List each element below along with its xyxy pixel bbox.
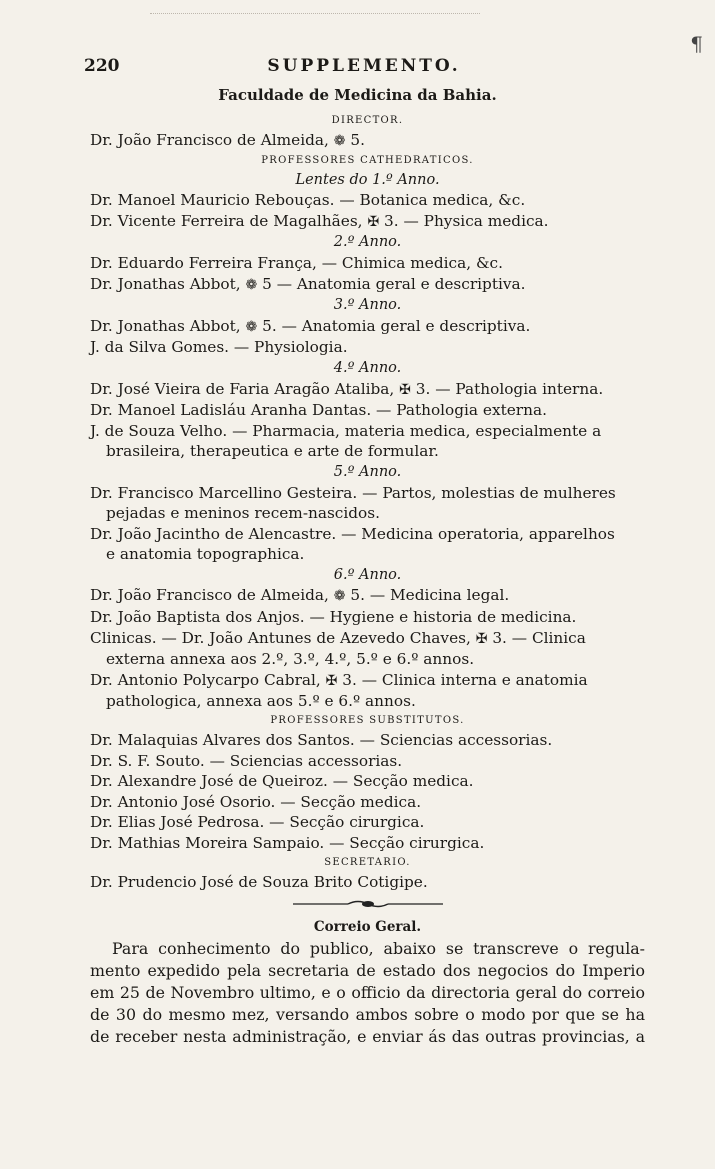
- faculty-line: Dr. Antonio Polycarpo Cabral, ✠ 3. — Clinica interna e anatomia: [90, 670, 588, 689]
- faculty-line: Dr. José Vieira de Faria Aragão Ataliba, ✠ 3. — Pathologia interna.: [90, 379, 604, 398]
- ornament-rule-icon: [293, 899, 443, 909]
- page-content: [90, 112, 645, 1048]
- paragraph-line: mento expedido pela secretaria de estado dos negocios do Imperio: [90, 961, 645, 981]
- faculty-line: Dr. João Francisco de Almeida, ❁ 5. — Medicina legal.: [90, 586, 510, 605]
- substitutos-heading: PROFESSORES SUBSTITUTOS.: [270, 715, 465, 727]
- faculty-line: Dr. Manoel Mauricio Rebouças. — Botanica medica, &c.: [90, 191, 526, 210]
- anno-heading: 5.º Anno.: [333, 463, 402, 480]
- cross-order-icon: ✠: [399, 381, 411, 398]
- faculty-line: Dr. João Jacintho de Alencastre. — Medicina operatoria, apparelhos: [90, 524, 615, 543]
- director-heading: DIRECTOR.: [331, 115, 404, 126]
- substituto-line: Dr. S. F. Souto. — Sciencias accessorias.: [90, 751, 403, 770]
- faculty-line: Dr. Jonathas Abbot, ❁ 5 — Anatomia geral e descriptiva.: [90, 274, 526, 293]
- paragraph-line: de 30 do mesmo mez, versando ambos sobre o modo por que se ha: [90, 1005, 645, 1025]
- rose-order-icon: ❁: [333, 133, 346, 149]
- faculty-line: Clinicas. — Dr. João Antunes de Azevedo Chaves, ✠ 3. — Clinica: [90, 628, 586, 647]
- director-line: Dr. João Francisco de Almeida, ❁ 5.: [90, 131, 365, 149]
- correio-title: Correio Geral.: [313, 919, 422, 936]
- faculty-line-continued: brasileira, therapeutica e arte de formular.: [106, 442, 439, 461]
- faculty-line-continued: externa annexa aos 2.º, 3.º, 4.º, 5.º e 6.º annos.: [106, 650, 475, 669]
- cross-order-icon: ✠: [367, 213, 380, 230]
- faculty-line-continued: e anatomia topographica.: [106, 545, 305, 564]
- rose-order-icon: ❁: [245, 276, 258, 293]
- faculty-line: Dr. Eduardo Ferreira França, — Chimica medica, &c.: [90, 253, 503, 272]
- ornament-rule: [90, 892, 645, 916]
- page-header: [84, 56, 644, 80]
- anno-heading: 2.º Anno.: [333, 234, 402, 251]
- secretario-heading: SECRETARIO.: [324, 856, 411, 868]
- substituto-line: Dr. Elias José Pedrosa. — Secção cirurgica.: [90, 813, 425, 832]
- secretario-line: Dr. Prudencio José de Souza Brito Cotigipe.: [90, 872, 428, 891]
- rose-order-icon: ❁: [245, 318, 258, 335]
- anno-heading: 3.º Anno.: [333, 297, 402, 314]
- faculty-line: J. da Silva Gomes. — Physiologia.: [90, 338, 348, 357]
- faculty-title: Faculdade de Medicina da Bahia.: [218, 86, 497, 104]
- corner-mark: ¶: [690, 32, 703, 56]
- faculty-line: Dr. Jonathas Abbot, ❁ 5. — Anatomia geral e descriptiva.: [90, 316, 531, 335]
- professores-heading: PROFESSORES CATHEDRATICOS.: [261, 154, 474, 166]
- running-title: SUPPLEMENTO.: [267, 56, 461, 76]
- anno-heading: Lentes do 1.º Anno.: [295, 171, 440, 188]
- faculty-line: Dr. João Baptista dos Anjos. — Hygiene e historia de medicina.: [90, 608, 577, 627]
- substituto-line: Dr. Antonio José Osorio. — Secção medica.: [90, 792, 422, 811]
- rose-order-icon: ❁: [333, 588, 346, 605]
- paragraph-line: de receber nesta administração, e enviar ás das outras provincias, a: [90, 1027, 645, 1047]
- faculty-line: Dr. Francisco Marcellino Gesteira. — Partos, molestias de mulheres: [90, 483, 616, 502]
- faculty-line: Dr. Manoel Ladisláu Aranha Dantas. — Pathologia externa.: [90, 401, 547, 420]
- faculty-line-continued: pejadas e meninos recem-nascidos.: [106, 504, 380, 523]
- page-number: 220: [84, 56, 120, 76]
- faculty-line: Dr. Vicente Ferreira de Magalhães, ✠ 3. — Physica medica.: [90, 211, 549, 230]
- anno-heading: 6.º Anno.: [333, 566, 402, 583]
- paragraph-line: Para conhecimento do publico, abaixo se transcreve o regula-: [112, 939, 645, 959]
- cross-order-icon: ✠: [475, 630, 488, 647]
- cross-order-icon: ✠: [325, 672, 338, 689]
- substituto-line: Dr. Malaquias Alvares dos Santos. — Sciencias accessorias.: [90, 731, 553, 750]
- paragraph-line: em 25 de Novembro ultimo, e o officio da directoria geral do correio: [90, 983, 645, 1003]
- faculty-line: J. de Souza Velho. — Pharmacia, materia medica, especialmente a: [90, 421, 602, 440]
- page-edge-noise: [150, 13, 480, 17]
- faculty-line-continued: pathologica, annexa aos 5.º e 6.º annos.: [106, 692, 416, 711]
- anno-heading: 4.º Anno.: [333, 359, 402, 376]
- substituto-line: Dr. Mathias Moreira Sampaio. — Secção cirurgica.: [90, 834, 485, 852]
- substituto-line: Dr. Alexandre José de Queiroz. — Secção medica.: [90, 772, 474, 791]
